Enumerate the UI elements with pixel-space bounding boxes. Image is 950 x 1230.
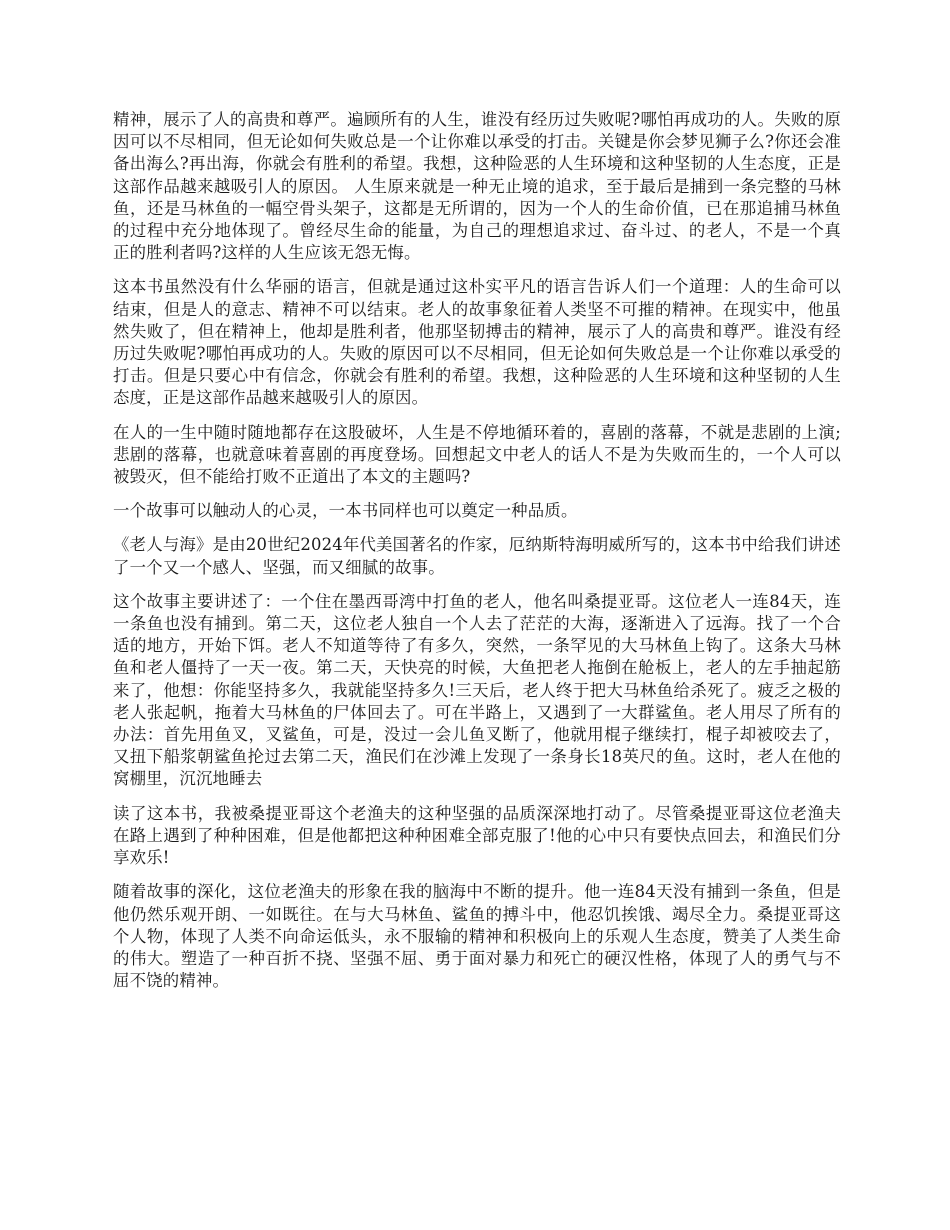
document-body bbox=[113, 109, 841, 1004]
paragraph-8: 随着故事的深化，这位老渔夫的形象在我的脑海中不断的提升。他一连84天没有捕到一条鱼，但是他仍然乐观开朗、一如既往。在与大马林鱼、鲨鱼的搏斗中，他忍饥挨饿、竭尽全力。桑提亚哥这个人物，体现了人类不向命运低头，永不服输的精神和积极向上的乐观人生态度，赞美了人类生命的伟大。塑造了一种百折不挠、坚强不屈、勇于面对暴力和死亡的硬汉性格，体现了人的勇气与不屈不饶的精神。 bbox=[113, 882, 841, 991]
paragraph-1: 精神，展示了人的高贵和尊严。遍顾所有的人生，谁没有经历过失败呢?哪怕再成功的人。失败的原因可以不尽相同，但无论如何失败总是一个让你难以承受的打击。关键是你会梦见狮子么?你还会准备出海么?再出海，你就会有胜利的希望。我想，这种险恶的人生环境和这种坚韧的人生态度，正是这部作品越来越吸引人的原因。 人生原来就是一种无止境的追求，至于最后是捕到一条完整的马林鱼，还是马林鱼的一幅空骨头架子，这都是无所谓的，因为一个人的生命价值，已在那追捕马林鱼的过程中充分地体现了。曾经尽生命的能量，为自己的理想追求过、奋斗过、的老人，不是一个真正的胜利者吗?这样的人生应该无怨无悔。 bbox=[113, 110, 841, 263]
paragraph-5: 《老人与海》是由20世纪2024年代美国著名的作家，厄纳斯特海明威所写的，这本书中给我们讲述了一个又一个感人、坚强，而又细腻的故事。 bbox=[113, 535, 841, 577]
paragraph-6: 这个故事主要讲述了：一个住在墨西哥湾中打鱼的老人，他名叫桑提亚哥。这位老人一连84天，连一条鱼也没有捕到。第二天，这位老人独自一个人去了茫茫的大海，逐渐进入了远海。找了一个合适的地方，开始下饵。老人不知道等待了有多久，突然，一条罕见的大马林鱼上钩了。这条大马林鱼和老人僵持了一天一夜。第二天，天快亮的时候，大鱼把老人拖倒在舱板上，老人的左手抽起筋来了，他想：你能坚持多久，我就能坚持多久!三天后，老人终于把大马林鱼给杀死了。疲乏之极的老人张起帆，拖着大马林鱼的尸体回去了。可在半路上，又遇到了一大群鲨鱼。老人用尽了所有的办法：首先用鱼叉，叉鲨鱼，可是，没过一会儿鱼叉断了，他就用棍子继续打，棍子却被咬去了，又扭下船浆朝鲨鱼抡过去第二天，渔民们在沙滩上发现了一条身长18英尺的鱼。这时，老人在他的窝棚里，沉沉地睡去 bbox=[113, 591, 841, 789]
paragraph-2: 这本书虽然没有什么华丽的语言，但就是通过这朴实平凡的语言告诉人们一个道理：人的生命可以结束，但是人的意志、精神不可以结束。老人的故事象征着人类坚不可摧的精神。在现实中，他虽然失败了，但在精神上，他却是胜利者，他那坚韧搏击的精神，展示了人的高贵和尊严。谁没有经历过失败呢?哪怕再成功的人。失败的原因可以不尽相同，但无论如何失败总是一个让你难以承受的打击。但是只要心中有信念，你就会有胜利的希望。我想，这种险恶的人生环境和这种坚韧的人生态度，正是这部作品越来越吸引人的原因。 bbox=[113, 277, 841, 408]
paragraph-4: 一个故事可以触动人的心灵，一本书同样也可以奠定一种品质。 bbox=[113, 501, 578, 521]
paragraph-7: 读了这本书，我被桑提亚哥这个老渔夫的这种坚强的品质深深地打动了。尽管桑提亚哥这位老渔夫在路上遇到了种种困难，但是他都把这种种困难全部克服了!他的心中只有要快点回去，和渔民们分享欢乐! bbox=[113, 803, 841, 868]
paragraph-3: 在人的一生中随时随地都存在这股破坏，人生是不停地循环着的，喜剧的落幕，不就是悲剧的上演;悲剧的落幕，也就意味着喜剧的再度登场。回想起文中老人的话人不是为失败而生的，一个人可以被毁灭，但不能给打败不正道出了本文的主题吗? bbox=[113, 422, 841, 487]
